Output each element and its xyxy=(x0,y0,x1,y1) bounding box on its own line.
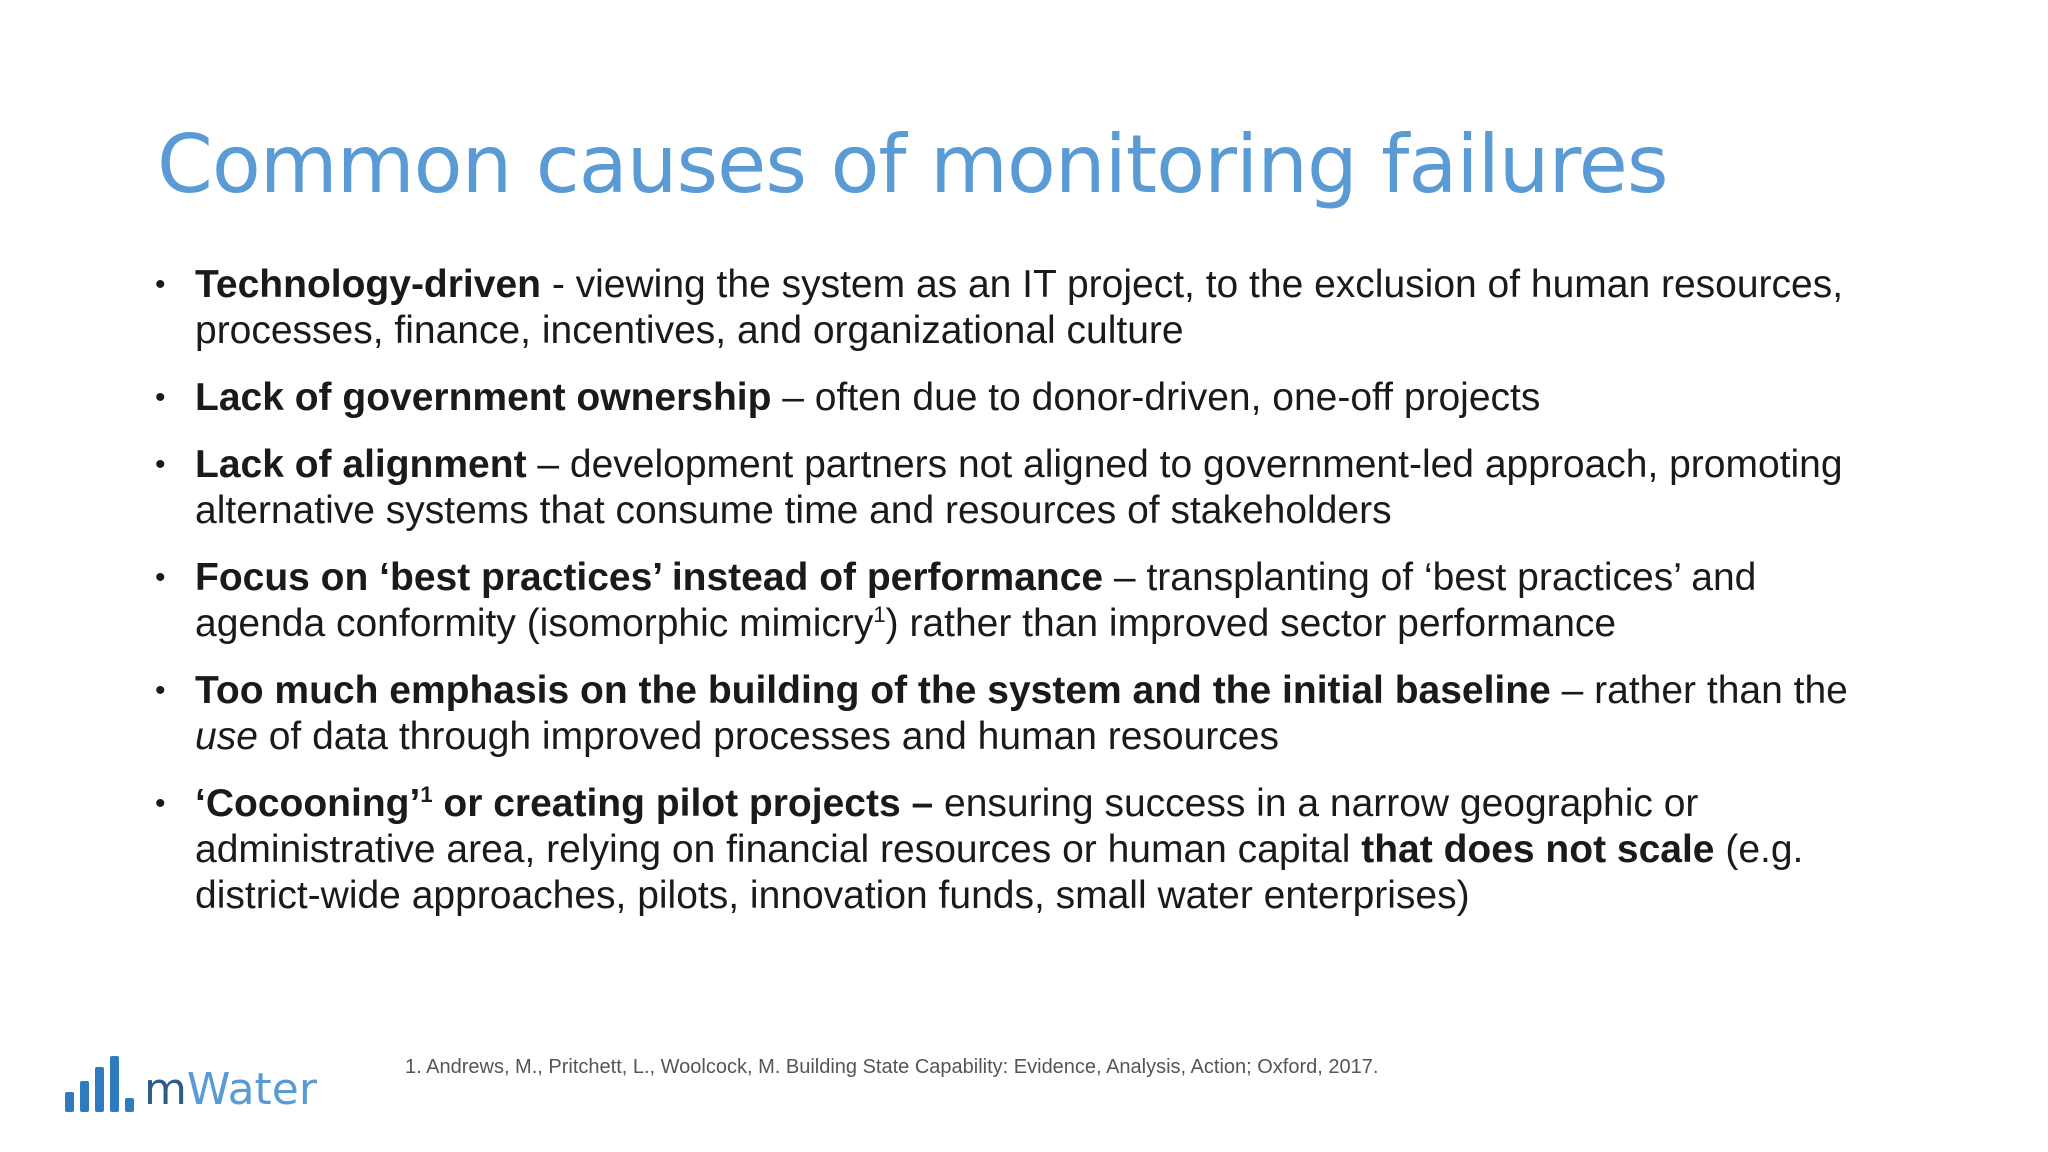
logo-bar xyxy=(80,1081,89,1112)
footnote-ref: 1 xyxy=(873,602,886,627)
bullet-item xyxy=(155,442,1895,534)
footnote-ref: 1 xyxy=(420,782,433,807)
bullet-text: – often due to donor-driven, one-off projects xyxy=(771,376,1541,419)
bullet-marker: • xyxy=(155,787,166,820)
bullet-heading: ‘Cocooning’ xyxy=(195,782,421,825)
bullet-text: ensuring success in a narrow geographic or administrative area, relying on financial resources or human capital xyxy=(195,782,1699,871)
bullet-text: of data through improved processes and human resources xyxy=(257,715,1279,758)
bullet-marker: • xyxy=(155,674,166,707)
bullet-text: - viewing the system as an IT project, to the exclusion of human resources, processes, finance, incentives, and organizational culture xyxy=(195,263,1844,352)
bullet-marker: • xyxy=(155,381,166,414)
mwater-logo xyxy=(65,1052,317,1115)
bullet-item xyxy=(155,555,1895,647)
bullet-item xyxy=(155,668,1895,760)
bullet-text: – transplanting of ‘best practices’ and agenda conformity (isomorphic mimicry xyxy=(195,556,1757,645)
bullet-item xyxy=(155,375,1895,421)
bullet-text: ) rather than improved sector performance xyxy=(885,602,1617,645)
bullet-marker: • xyxy=(155,561,166,594)
bullet-emphasis: that does not scale xyxy=(1361,828,1715,871)
bullet-item xyxy=(155,781,1895,919)
bullet-heading: or creating pilot projects – xyxy=(432,782,934,825)
bullet-text: – development partners not aligned to government-led approach, promoting alternative systems that consume time and resources of stakeholders xyxy=(195,443,1843,532)
slide-title: Common causes of monitoring failures xyxy=(157,118,1668,211)
logo-bar xyxy=(95,1067,104,1112)
bullet-emphasis: use xyxy=(195,715,258,758)
bullet-text: (e.g. district-wide approaches, pilots, innovation funds, small water enterprises) xyxy=(195,828,1804,917)
bullet-list xyxy=(155,262,1895,940)
bullet-text: – rather than the xyxy=(1550,669,1848,712)
logo-bar xyxy=(125,1098,134,1112)
bullet-heading: Focus on ‘best practices’ instead of performance xyxy=(195,556,1104,599)
logo-bar xyxy=(110,1056,119,1112)
bullet-heading: Lack of alignment xyxy=(195,443,527,486)
bar-chart-icon xyxy=(65,1052,134,1112)
bullet-marker: • xyxy=(155,448,166,481)
bullet-marker: • xyxy=(155,268,166,301)
logo-text-water: Water xyxy=(186,1064,317,1115)
logo-text-m: m xyxy=(144,1064,187,1115)
footnote: 1. Andrews, M., Pritchett, L., Woolcock, M. Building State Capability: Evidence, Analysis, Action; Oxford, 2017. xyxy=(405,1056,1379,1078)
bullet-heading: Too much emphasis on the building of the system and the initial baseline xyxy=(195,669,1551,712)
bullet-heading: Lack of government ownership xyxy=(195,376,772,419)
bullet-item xyxy=(155,262,1895,354)
bullet-heading: Technology-driven xyxy=(195,263,541,306)
logo-wordmark xyxy=(144,1064,317,1115)
logo-bar xyxy=(65,1092,74,1112)
